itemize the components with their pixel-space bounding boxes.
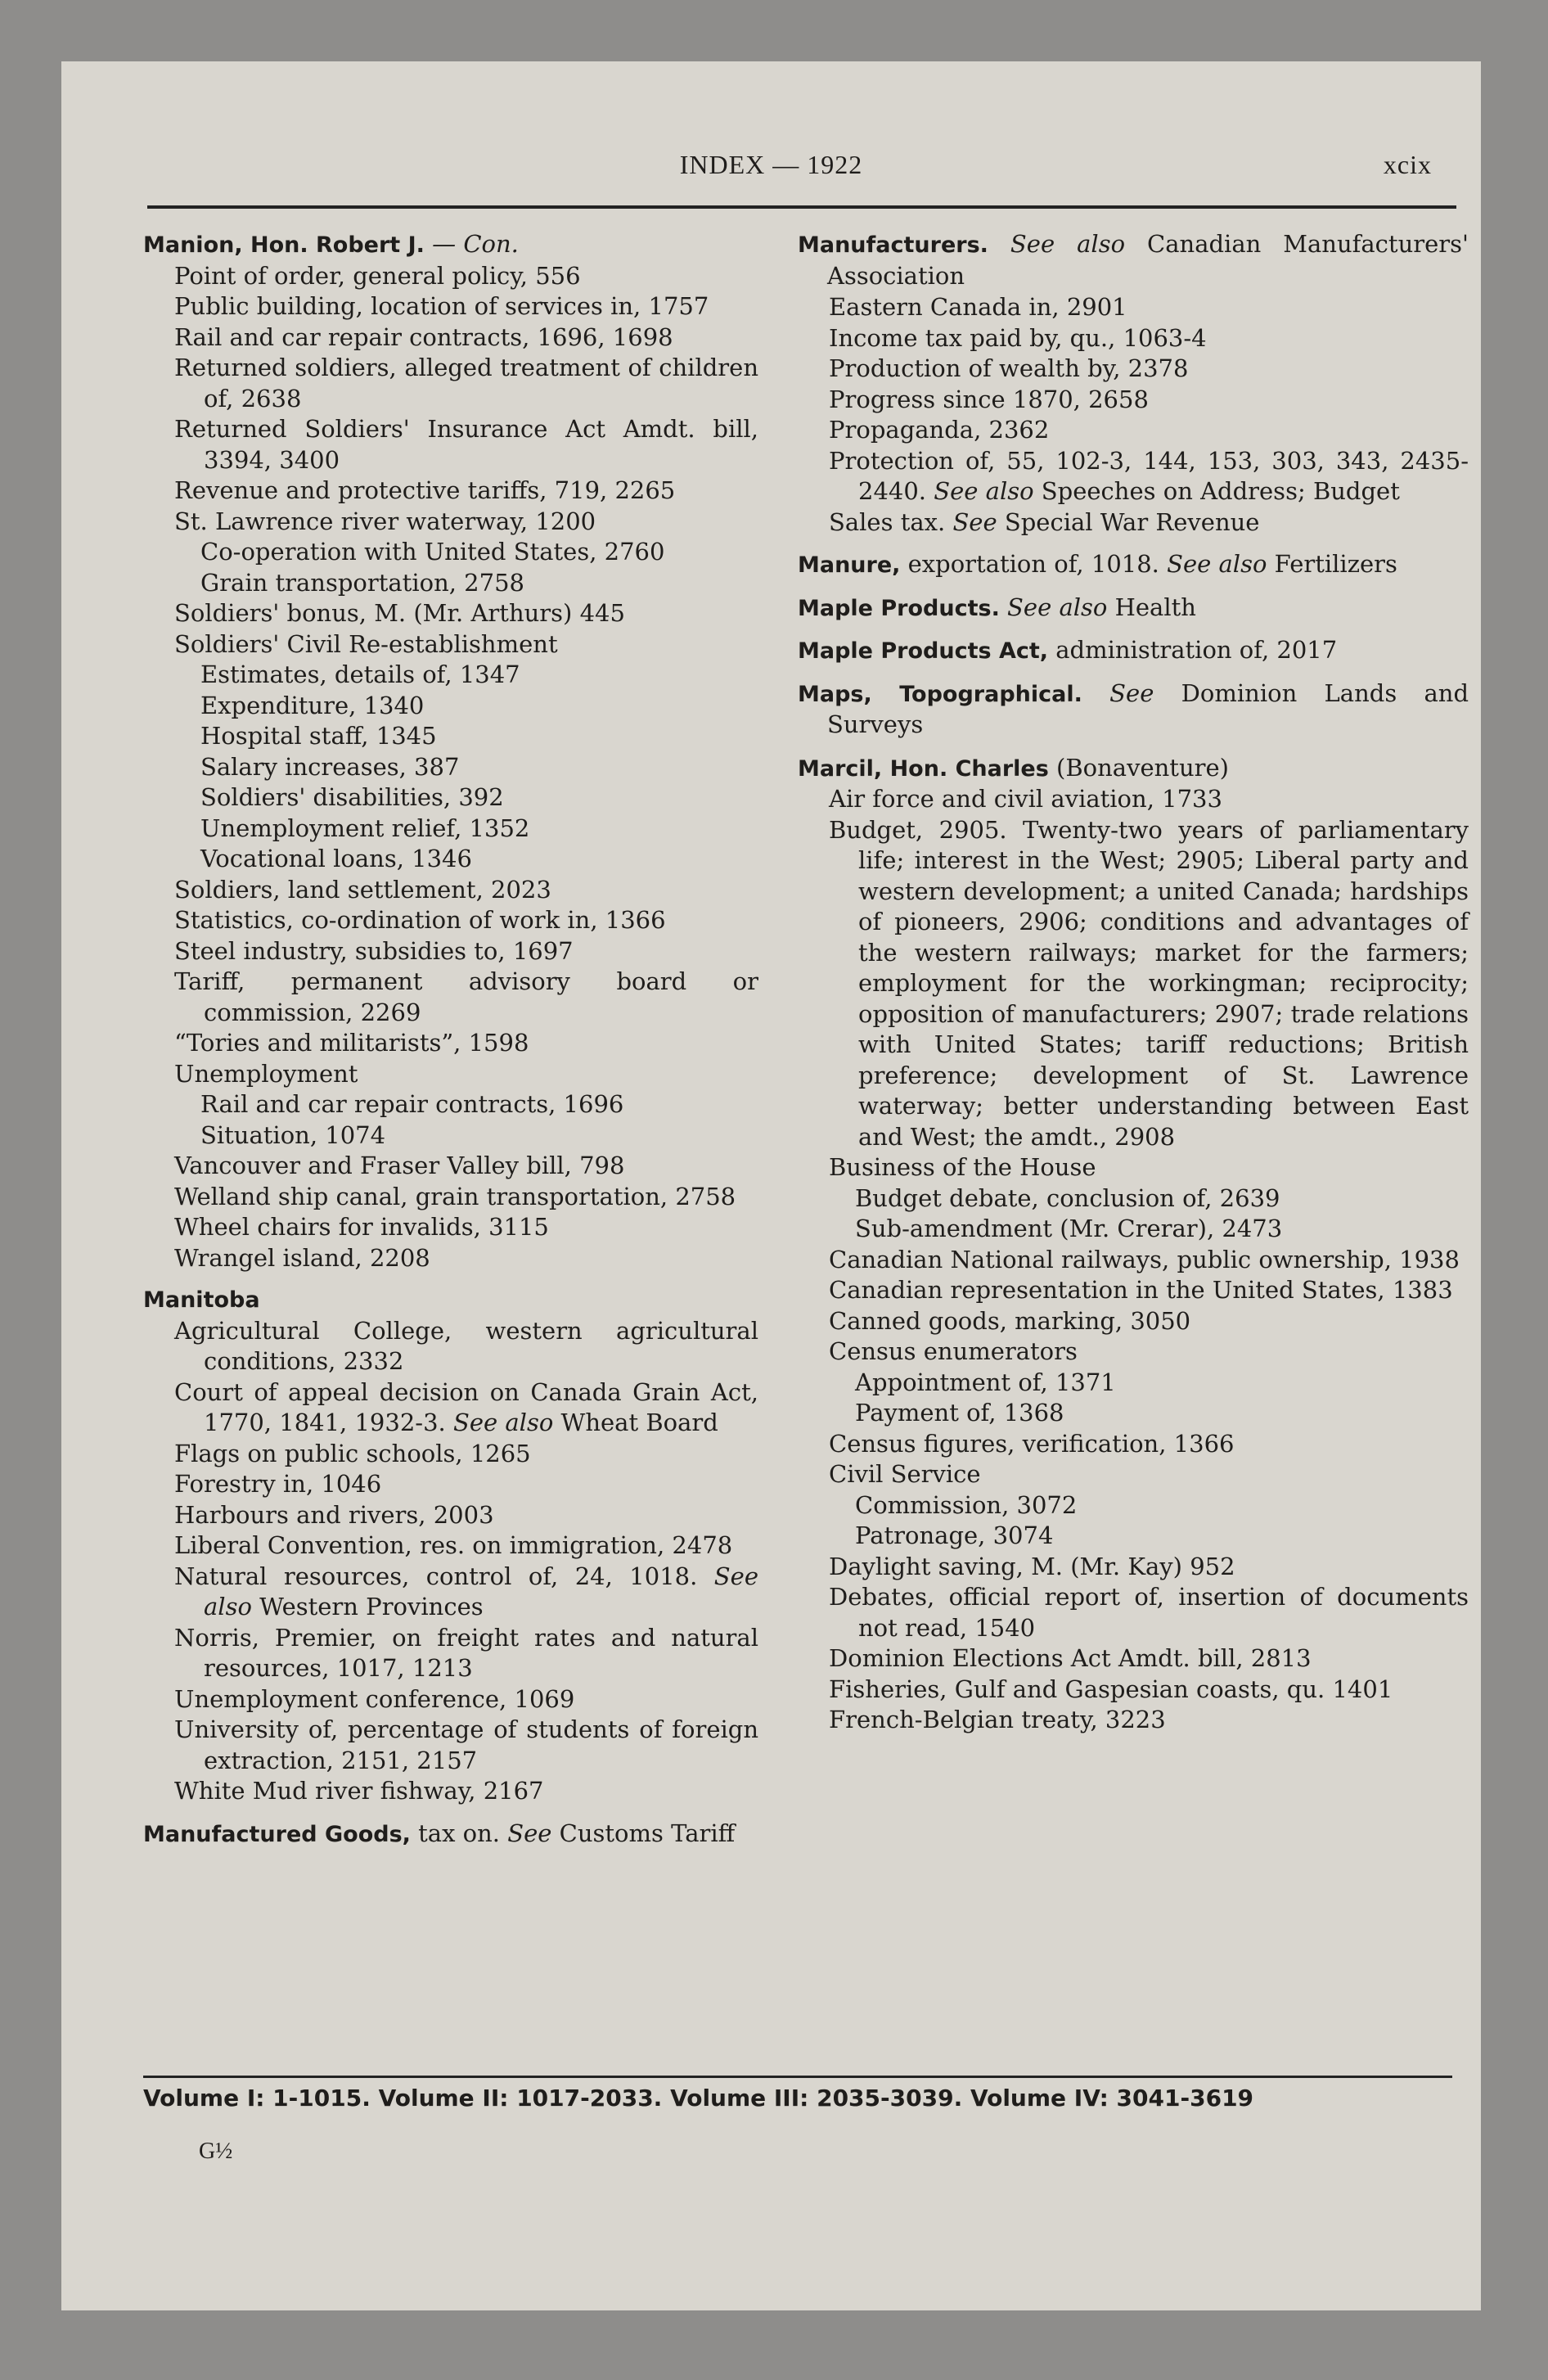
index-subentry: Rail and car repair contracts, 1696 <box>200 1090 624 1118</box>
index-subentry: Commission, 3072 <box>855 1490 1078 1519</box>
index-entry: University of, percentage of students of foreign extraction, 2151, 2157 <box>174 1715 758 1774</box>
index-entry: Natural resources, control of, 24, 1018. See also Western Provinces <box>174 1562 758 1620</box>
index-entry: Soldiers' bonus, M. (Mr. Arthurs) 445 <box>174 599 625 627</box>
index-entry: Fisheries, Gulf and Gaspesian coasts, qu. 1401 <box>829 1675 1393 1703</box>
index-heading: Manitoba <box>143 1287 260 1313</box>
signature-mark: G½ <box>199 2139 233 2164</box>
index-entry: Protection of, 55, 102-3, 144, 153, 303, 343, 2435-2440. See also Speeches on Address; Budget <box>829 446 1469 505</box>
index-entry: St. Lawrence river waterway, 1200 <box>174 507 596 535</box>
index-entry: Forestry in, 1046 <box>174 1470 382 1498</box>
index-entry: Statistics, co-ordination of work in, 1366 <box>174 906 666 934</box>
index-heading: Maple Products Act, administration of, 2017 <box>798 636 1338 664</box>
index-page <box>61 61 1481 2310</box>
index-entry: Census figures, verification, 1366 <box>829 1429 1235 1458</box>
index-heading: Maple Products. See also Health <box>798 593 1196 621</box>
index-entry: Daylight saving, M. (Mr. Kay) 952 <box>829 1552 1235 1580</box>
index-entry: Income tax paid by, qu., 1063-4 <box>829 323 1207 352</box>
index-entry: Propaganda, 2362 <box>829 416 1050 444</box>
index-heading: Manufactured Goods, tax on. See Customs Tariff <box>143 1819 736 1847</box>
index-entry: Air force and civil aviation, 1733 <box>829 785 1222 813</box>
index-entry: Returned Soldiers' Insurance Act Amdt. bill, 3394, 3400 <box>174 415 758 474</box>
index-subentry: Payment of, 1368 <box>855 1399 1064 1427</box>
page-title: INDEX — 1922 <box>679 150 863 179</box>
index-entry: Civil Service <box>829 1460 981 1488</box>
index-entry: Soldiers, land settlement, 2023 <box>174 875 551 904</box>
index-entry: Point of order, general policy, 556 <box>174 261 581 290</box>
index-subentry: Patronage, 3074 <box>855 1521 1054 1549</box>
index-entry: Wrangel island, 2208 <box>174 1243 430 1272</box>
index-entry: Rail and car repair contracts, 1696, 1698 <box>174 322 673 351</box>
index-entry: Canadian representation in the United States, 1383 <box>829 1276 1453 1304</box>
index-subentry: Soldiers' disabilities, 392 <box>200 783 504 811</box>
index-entry: Returned soldiers, alleged treatment of children of, 2638 <box>174 354 758 412</box>
index-subentry: Budget debate, conclusion of, 2639 <box>855 1183 1280 1212</box>
left-column <box>143 229 758 1850</box>
index-entry: Unemployment <box>174 1059 358 1088</box>
index-entry: Canned goods, marking, 3050 <box>829 1306 1191 1335</box>
index-subentry: Unemployment relief, 1352 <box>200 814 530 842</box>
index-subentry: Salary increases, 387 <box>200 752 460 781</box>
index-entry: Revenue and protective tariffs, 719, 2265 <box>174 476 676 504</box>
index-entry: Vancouver and Fraser Valley bill, 798 <box>174 1152 625 1179</box>
index-entry: Canadian National railways, public ownership, 1938 <box>829 1245 1460 1273</box>
index-entry: Flags on public schools, 1265 <box>174 1439 531 1467</box>
index-subentry: Expenditure, 1340 <box>200 691 425 719</box>
index-entry: Unemployment conference, 1069 <box>174 1684 575 1713</box>
index-subentry: Co-operation with United States, 2760 <box>200 538 665 566</box>
index-heading: Maps, Topographical. See Dominion Lands and Surveys <box>798 678 1469 738</box>
index-entry: Progress since 1870, 2658 <box>829 385 1149 413</box>
index-entry: Public building, location of services in, 1757 <box>174 292 709 320</box>
index-subentry: Situation, 1074 <box>200 1120 386 1149</box>
index-subentry: Estimates, details of, 1347 <box>200 660 520 688</box>
index-entry: French-Belgian treaty, 3223 <box>829 1706 1166 1733</box>
page-number: xcix <box>1383 150 1432 179</box>
volume-ranges: Volume I: 1-1015. Volume II: 1017-2033. Volume III: 2035-3039. Volume IV: 3041-3619 <box>143 2085 1254 2112</box>
index-entry: Census enumerators <box>829 1337 1078 1365</box>
index-subentry: Vocational loans, 1346 <box>200 845 472 872</box>
index-entry: Budget, 2905. Twenty-two years of parliamentary life; interest in the West; 2905; Liberal party and western development; a united Canada; hardships of pioneers, 2906; conditions and advantages of the western railways; market for the farmers; employment for the workingman; reciprocity; opposition of manufacturers; 2907; trade relations with United States; tariff reductions; British preference; development of St. Lawrence waterway; better understanding between East and West; the amdt., 2908 <box>829 815 1469 1151</box>
index-heading: Marcil, Hon. Charles (Bonaventure) <box>798 753 1229 782</box>
index-entry: Business of the House <box>829 1153 1096 1181</box>
index-entry: Steel industry, subsidies to, 1697 <box>174 936 574 965</box>
index-heading: Manion, Hon. Robert J. — Con. <box>143 230 519 258</box>
index-entry: Dominion Elections Act Amdt. bill, 2813 <box>829 1644 1312 1672</box>
index-entry: Norris, Premier, on freight rates and natural resources, 1017, 1213 <box>174 1623 758 1682</box>
index-entry: Debates, official report of, insertion of documents not read, 1540 <box>829 1583 1469 1642</box>
index-entry: Wheel chairs for invalids, 3115 <box>174 1213 549 1241</box>
index-subentry: Grain transportation, 2758 <box>200 568 524 597</box>
index-subentry: Hospital staff, 1345 <box>200 722 437 750</box>
index-entry: Liberal Convention, res. on immigration, 2478 <box>174 1531 733 1559</box>
index-heading: Manufacturers. See also Canadian Manufacturers' Association <box>798 230 1469 290</box>
index-subentry: Sub-amendment (Mr. Crerar), 2473 <box>855 1215 1283 1242</box>
index-subentry: Appointment of, 1371 <box>855 1368 1116 1396</box>
footer-rule <box>143 2076 1452 2078</box>
index-entry: Production of wealth by, 2378 <box>829 354 1189 382</box>
index-entry: “Tories and militarists”, 1598 <box>174 1029 529 1057</box>
index-entry: Court of appeal decision on Canada Grain Act, 1770, 1841, 1932-3. See also Wheat Board <box>174 1377 758 1436</box>
index-entry: White Mud river fishway, 2167 <box>174 1777 544 1805</box>
index-entry: Agricultural College, western agricultural conditions, 2332 <box>174 1316 758 1375</box>
index-entry: Soldiers' Civil Re-establishment <box>174 629 558 658</box>
right-column <box>798 229 1469 1736</box>
index-entry: Sales tax. See Special War Revenue <box>829 507 1260 536</box>
header-rule <box>147 205 1456 209</box>
index-entry: Harbours and rivers, 2003 <box>174 1500 494 1529</box>
index-entry: Welland ship canal, grain transportation, 2758 <box>174 1182 736 1210</box>
index-entry: Tariff, permanent advisory board or commission, 2269 <box>174 967 758 1026</box>
index-heading: Manure, exportation of, 1018. See also Fertilizers <box>798 550 1397 578</box>
index-entry: Eastern Canada in, 2901 <box>829 293 1127 321</box>
